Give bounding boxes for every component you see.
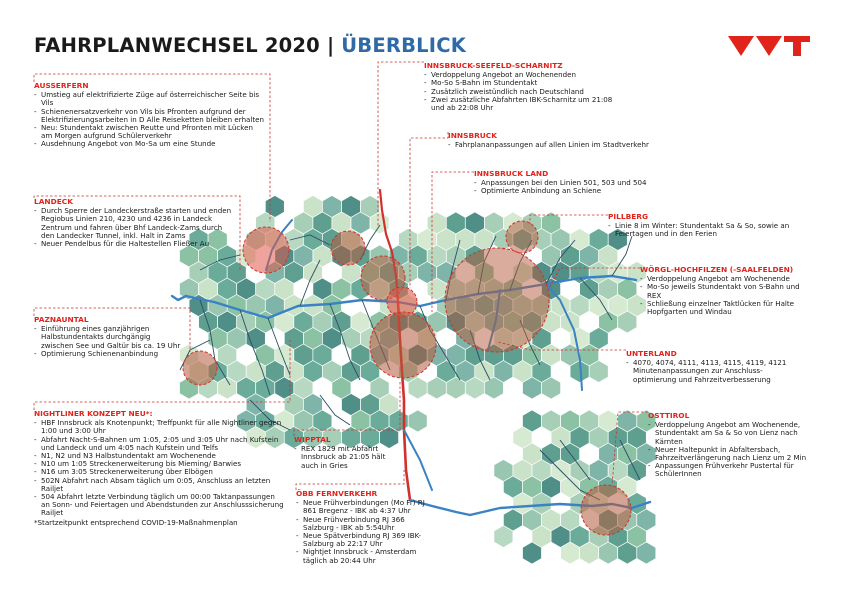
rail-line-arlberg bbox=[172, 296, 186, 300]
region-title: INNSBRUCK-SEEFELD-SCHARNITZ bbox=[424, 61, 563, 70]
region-innsbruck-land bbox=[474, 170, 674, 196]
bullet-item: - Fahrplananpassungen auf allen Linien im Stadtverkehr bbox=[448, 141, 688, 149]
region-ausserfern bbox=[34, 82, 266, 149]
region-title: LANDECK bbox=[34, 197, 73, 206]
bullet-item: - Einführung eines ganzjährigen Halbstundentakts durchgängig zwischen See und Galtür bis ca. 19 Uhr bbox=[34, 325, 184, 350]
highlight-circle-woergl bbox=[445, 248, 549, 352]
highlight-circle-paznaun bbox=[183, 351, 217, 385]
leader-seefeld bbox=[378, 62, 424, 228]
bullet-item: - Verdoppelung Angebot am Wochenende, Stundentakt am Sa & So von Lienz nach Kärnten bbox=[648, 421, 808, 446]
page-title bbox=[34, 34, 466, 57]
region-title: PAZNAUNTAL bbox=[34, 315, 89, 324]
region-title: WIPPTAL bbox=[294, 435, 331, 444]
highlight-circle-ausserfern bbox=[331, 231, 365, 265]
region-innsbruck bbox=[448, 132, 688, 149]
region-landeck bbox=[34, 198, 234, 248]
bullet-item: - Neuer Haltepunkt in Abfaltersbach, Fahrzeitverlängerung nach Lienz um 2 Min bbox=[648, 446, 808, 462]
region-pillberg bbox=[608, 213, 798, 239]
bullet-item: - Linie 8 im Winter: Stundentakt Sa & So, sowie an Feiertagen und in den Ferien bbox=[608, 222, 798, 238]
region-title: INNSBRUCK bbox=[448, 131, 497, 140]
bullet-item: - Zwei zusätzliche Abfahrten IBK-Scharnitz um 21:08 und ab 22:08 Uhr bbox=[424, 96, 624, 112]
region-title: NIGHTLINER KONZEPT NEU*: bbox=[34, 409, 153, 418]
bullet-item: - Zusätzlich zweistündlich nach Deutschland bbox=[424, 88, 624, 96]
bullet-item: - Anpassungen bei den Linien 501, 503 und 504 bbox=[474, 179, 674, 187]
bullet-item: - Neu: Stundentakt zwischen Reutte und Pfronten mit Lücken am Morgen aufgrund Schülerverkehr bbox=[34, 124, 266, 140]
leader-oebb bbox=[296, 470, 404, 490]
region-title: OSTTIROL bbox=[648, 411, 690, 420]
region-title: AUSSERFERN bbox=[34, 81, 89, 90]
bullet-item: - HBF Innsbruck als Knotenpunkt; Treffpunkt für alle Nightliner gegen 1:00 und 3:00 Uhr bbox=[34, 419, 284, 435]
region-wipptal bbox=[294, 436, 394, 470]
bullet-item: - Mo-So S-Bahn im Stundentakt bbox=[424, 79, 624, 87]
region-title: INNSBRUCK LAND bbox=[474, 169, 549, 178]
bullet-item: - N1, N2 und N3 Halbstundentakt am Wochenende bbox=[34, 452, 284, 460]
bullet-item: - N10 um 1:05 Streckenerweiterung bis Mieming/ Barwies bbox=[34, 460, 284, 468]
bullet-item: - Neuer Pendelbus für die Haltestellen Fließer Au bbox=[34, 240, 234, 248]
district-hex bbox=[408, 410, 427, 432]
title-sub: ÜBERBLICK bbox=[341, 34, 467, 57]
bullet-item: - Ausdehnung Angebot von Mo-Sa um eine Stunde bbox=[34, 140, 266, 148]
region-title: ÖBB FERNVERKEHR bbox=[296, 489, 378, 498]
region-osttirol bbox=[648, 412, 808, 479]
bullet-item: - Nightjet Innsbruck - Amsterdam täglich ab 20:44 Uhr bbox=[296, 548, 426, 564]
bullet-item: - Neue Spätverbindung RJ 369 IBK-Salzburg ab 22:17 Uhr bbox=[296, 532, 426, 548]
bullet-item: - Durch Sperre der Landeckerstraße starten und enden Regiobus Linien 210, 4230 und 4236 in Landeck Zentrum und fahren über Bhf Landeck-Zams durch den Landecker Tunnel, inkl. Halt in Zams bbox=[34, 207, 234, 240]
region-title: WÖRGL-HOCHFILZEN (-SAALFELDEN) bbox=[640, 265, 794, 274]
bullet-item: - Optimierte Anbindung an Schiene bbox=[474, 187, 674, 195]
region-unterland bbox=[626, 350, 806, 384]
region-title: PILLBERG bbox=[608, 212, 649, 221]
bullet-item: - Optimierung Schienenanbindung bbox=[34, 350, 184, 358]
region-paznauntal bbox=[34, 316, 184, 358]
region-oebb-fernverkehr bbox=[296, 490, 426, 565]
region-title: UNTERLAND bbox=[626, 349, 677, 358]
nightliner-footnote: *Startzeitpunkt entsprechend COVID-19-Maßnahmenplan bbox=[34, 517, 238, 527]
bullet-item: - Anpassungen Frühverkehr Pustertal für SchülerInnen bbox=[648, 462, 808, 478]
bullet-item: - Neue Frühverbindungen (Mo Fr) RJ 861 Bregenz - IBK ab 4:37 Uhr bbox=[296, 499, 426, 515]
bullet-item: - Umstieg auf elektrifizierte Züge auf österreichischer Seite bis Vils bbox=[34, 91, 266, 107]
region-seefeld bbox=[424, 62, 624, 112]
bullet-item: - Verdoppelung Angebot am Wochenende bbox=[640, 275, 800, 283]
region-woergl bbox=[640, 266, 800, 316]
highlight-circle-pillberg bbox=[506, 221, 538, 253]
bullet-item: - Mo-So jeweils Stundentakt von S-Bahn und REX bbox=[640, 283, 800, 299]
bullet-item: - 504 Abfahrt letzte Verbindung täglich um 00:00 Taktanpassungen an Sonn- und Feiertagen und Abendstunden zur Anschlusssicherung Railjet bbox=[34, 493, 284, 518]
highlight-circle-osttirol bbox=[581, 485, 631, 535]
bullet-item: - 4070, 4074, 4111, 4113, 4115, 4119, 4121 Minutenanpassungen zur Anschluss-optimierung und Fahrzeitverbesserung bbox=[626, 359, 806, 384]
bullet-item: - Neue Frühverbindung RJ 366 Salzburg - IBK ab 5:54Uhr bbox=[296, 516, 426, 532]
bullet-item: - N16 um 3:05 Streckenerweiterung über Elbögen bbox=[34, 468, 284, 476]
bullet-item: - 502N Abfahrt nach Absam täglich um 0:05, Anschluss an letzten Railjet bbox=[34, 477, 284, 493]
bullet-item: - Schienenersatzverkehr von Vils bis Pfronten aufgrund der Elektrifizierungsarbeiten in D Alle Reiseketten bleiben erhalten bbox=[34, 108, 266, 124]
vvt-logo bbox=[728, 36, 810, 56]
bullet-item: - Schließung einzelner Taktlücken für Halte Hopfgarten und Windau bbox=[640, 300, 800, 316]
bullet-item: - REX 1829 mit Abfahrt Innsbruck ab 21:05 hält auch in Gries bbox=[294, 445, 394, 470]
title-main: FAHRPLANWECHSEL 2020 | bbox=[34, 34, 335, 57]
highlight-circle-seefeld bbox=[243, 227, 289, 273]
bullet-item: - Verdoppelung Angebot an Wochenenden bbox=[424, 71, 624, 79]
bullet-item: - Abfahrt Nacht-S-Bahnen um 1:05, 2:05 und 3:05 Uhr nach Kufstein und Landeck und um 4:05 nach Kufstein und Telfs bbox=[34, 436, 284, 452]
highlight-circle-innsbruck-land bbox=[370, 312, 436, 378]
region-nightliner bbox=[34, 410, 284, 527]
